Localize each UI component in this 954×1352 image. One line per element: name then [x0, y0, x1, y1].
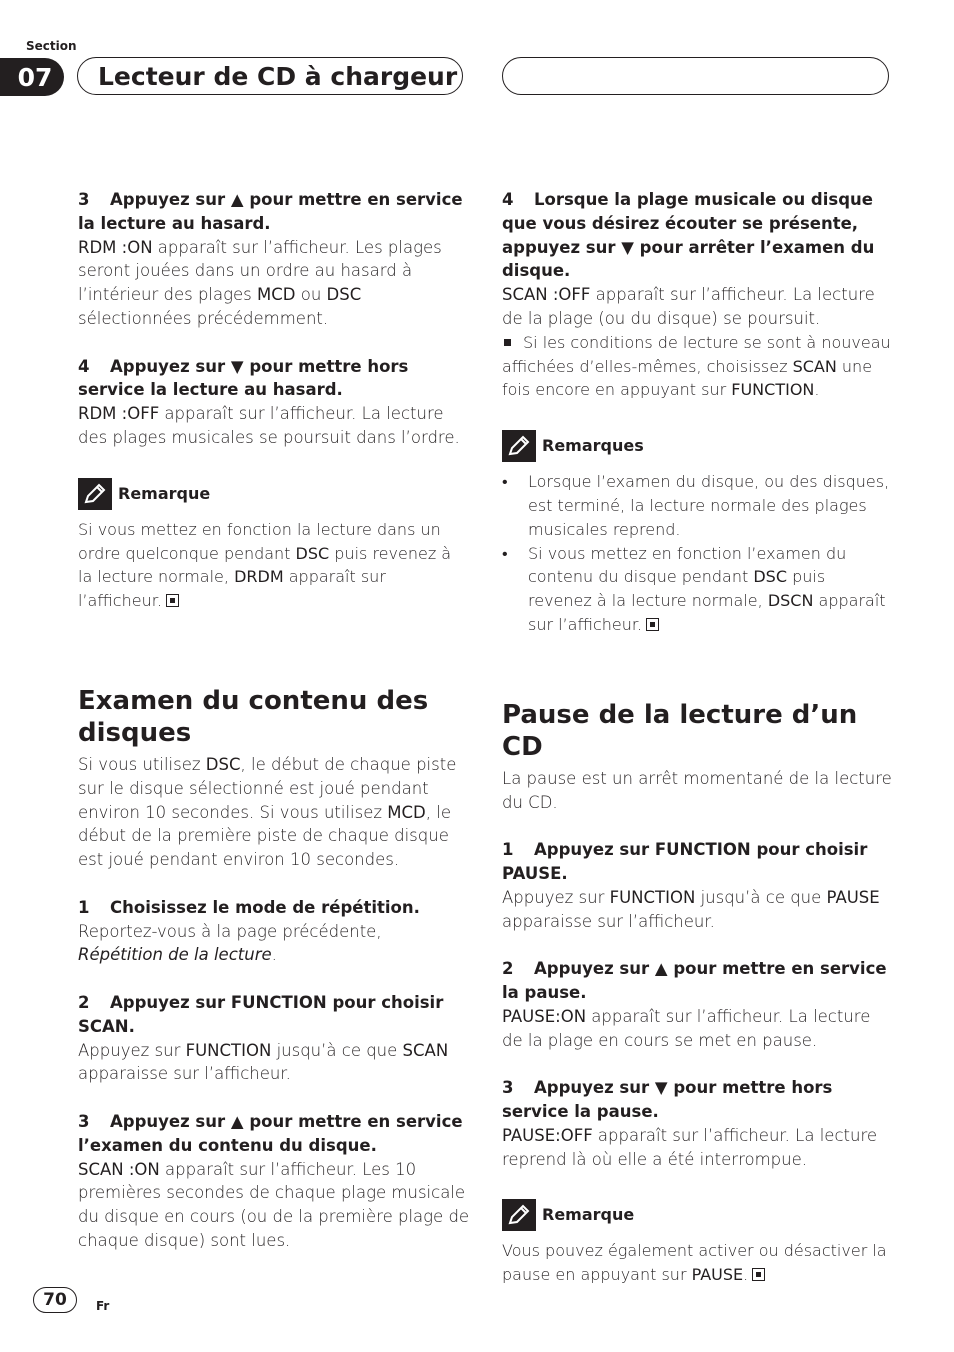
- right-column: [502, 188, 894, 1287]
- step-heading: 4 Lorsque la plage musicale ou disque que vous désirez écouter se présente, appuyez sur ▼ pour arrêter l’examen du disque.: [502, 190, 875, 281]
- note-heading: Remarque: [502, 1199, 894, 1231]
- step-heading: 3 Appuyez sur ▲ pour mettre en service l’examen du contenu du disque.: [78, 1111, 463, 1155]
- step-body: SCAN :ON apparaît sur l’afficheur. Les 10 premières secondes de chaque plage musicale du disque en cours (ou de la première plage de chaque disque) sont lues.: [78, 1159, 470, 1250]
- pen-note-icon: [78, 478, 112, 510]
- note-text: Si vous mettez en fonction la lecture dans un ordre quelconque pendant DSC puis revenez à la lecture normale, DRDM apparaît sur l’afficheur.: [78, 519, 452, 611]
- section-label: Section: [26, 39, 77, 53]
- step-heading: 4 Appuyez sur ▼ pour mettre hors service la lecture au hasard.: [78, 356, 409, 400]
- step-heading: 1 Appuyez sur FUNCTION pour choisir PAUSE.: [502, 840, 868, 883]
- step-heading: 3 Appuyez sur ▲ pour mettre en service la lecture au hasard.: [78, 190, 463, 233]
- step-body: RDM :OFF apparaît sur l’afficheur. La lecture des plages musicales se poursuit dans l’ordre.: [78, 404, 460, 447]
- end-mark-icon: [646, 618, 659, 631]
- pen-note-icon: [502, 430, 536, 462]
- note-bullet: • Lorsque l’examen du disque, ou des disques, est terminé, la lecture normale des plages musicales reprend.: [502, 472, 890, 539]
- section-number: 07: [0, 58, 64, 96]
- notes-heading: Remarques: [502, 430, 894, 462]
- step-body: Reportez-vous à la page précédente, Répétition de la lecture.: [78, 921, 382, 965]
- header-empty-box: [502, 57, 889, 95]
- step-subnote: Si les conditions de lecture se sont à nouveau affichées d’elles-mêmes, choisissez SCAN une fois encore en appuyant sur FUNCTION.: [502, 332, 891, 400]
- language-code: Fr: [96, 1299, 110, 1313]
- step-body: PAUSE:OFF apparaît sur l’afficheur. La lecture reprend là où elle a été interrompue.: [502, 1125, 878, 1169]
- step-heading: 3 Appuyez sur ▼ pour mettre hors service la pause.: [502, 1078, 833, 1121]
- square-bullet-icon: [504, 339, 511, 346]
- step-body: RDM :ON apparaît sur l’afficheur. Les plages seront jouées dans un ordre au hasard à l’intérieur des plages MCD ou DSC sélectionnées précédemment.: [78, 237, 442, 328]
- page-number: 70: [33, 1287, 77, 1313]
- note-bullet: • Si vous mettez en fonction l’examen du contenu du disque pendant DSC puis revenez à la lecture normale, DSCN apparaît sur l’afficheur.: [502, 543, 886, 634]
- note-text: Vous pouvez également activer ou désactiver la pause en appuyant sur PAUSE.: [502, 1241, 887, 1285]
- chapter-title: Lecteur de CD à chargeur: [77, 57, 463, 95]
- step-body: Appuyez sur FUNCTION jusqu’à ce que PAUSE apparaisse sur l’afficheur.: [502, 887, 880, 931]
- step-body: Appuyez sur FUNCTION jusqu’à ce que SCAN apparaisse sur l’afficheur.: [78, 1040, 449, 1084]
- end-mark-icon: [166, 594, 179, 607]
- step-body: PAUSE:ON apparaît sur l’afficheur. La lecture de la plage en cours se met en pause.: [502, 1006, 871, 1050]
- step-heading: 2 Appuyez sur FUNCTION pour choisir SCAN.: [78, 992, 444, 1036]
- intro-text: Si vous utilisez DSC, le début de chaque piste sur le disque sélectionné est joué pendant environ 10 secondes. Si vous utilisez MCD, le début de la première piste de chaque disque est joué pendant environ 10 secondes.: [78, 754, 457, 870]
- step-body: SCAN :OFF apparaît sur l’afficheur. La lecture de la plage (ou du disque) se poursuit.: [502, 285, 875, 328]
- intro-text: La pause est un arrêt momentané de la lecture du CD.: [502, 768, 892, 812]
- section-heading: Pause de la lecture d’un CD: [502, 699, 858, 762]
- end-mark-icon: [752, 1268, 765, 1281]
- section-heading: Examen du contenu des disques: [78, 685, 429, 748]
- pen-note-icon: [502, 1199, 536, 1231]
- left-column: [78, 188, 470, 1253]
- note-heading: Remarque: [78, 478, 470, 510]
- step-heading: 1 Choisissez le mode de répétition.: [78, 897, 420, 917]
- step-heading: 2 Appuyez sur ▲ pour mettre en service la pause.: [502, 959, 887, 1002]
